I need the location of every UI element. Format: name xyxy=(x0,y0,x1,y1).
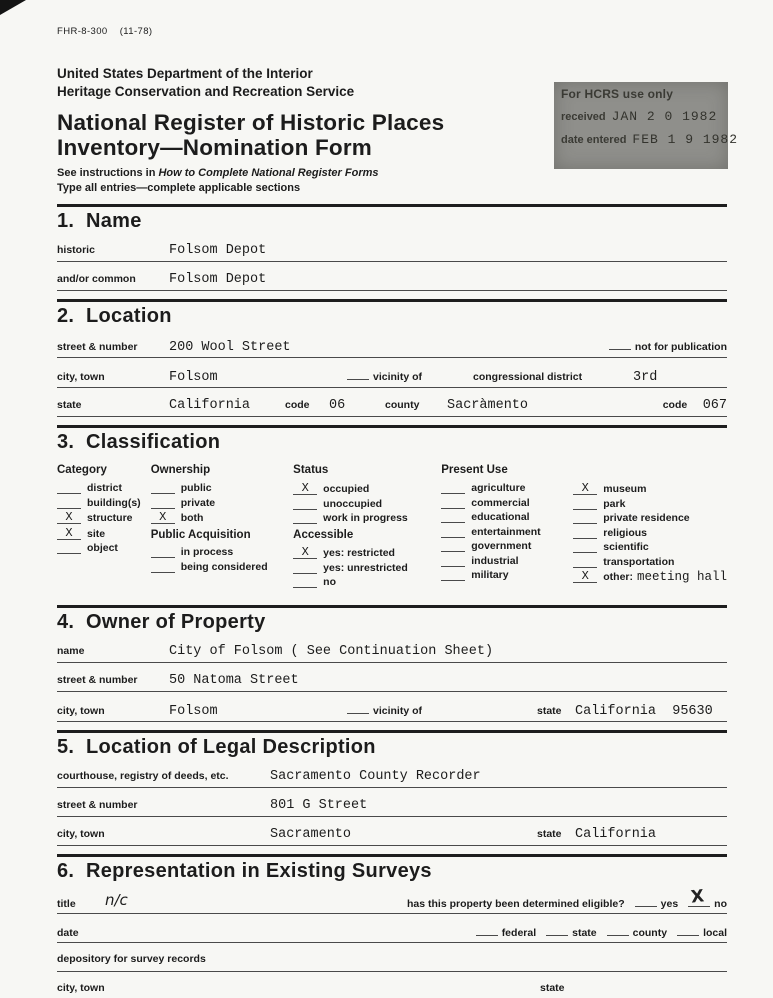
checkbox-mark xyxy=(441,555,465,567)
instructions xyxy=(57,166,727,196)
legal-state-group xyxy=(537,827,727,842)
street-label: street & number xyxy=(57,341,138,354)
state-label: state xyxy=(57,399,82,412)
present-use-header: Present Use xyxy=(441,464,508,477)
ownership-header: Ownership xyxy=(150,464,211,477)
legal-city-row xyxy=(57,827,727,846)
no-mark: X xyxy=(690,886,706,908)
survey-city-row xyxy=(57,982,727,998)
code2-label: code xyxy=(662,399,688,412)
date-entered-label: date entered xyxy=(561,134,627,146)
city-row xyxy=(57,368,727,388)
checkbox-educational: educational xyxy=(441,511,573,523)
survey-state-label: state xyxy=(540,981,565,994)
county-label: county xyxy=(385,399,420,412)
local-blank xyxy=(677,924,699,936)
form-number: FHR-8-300 (11-78) xyxy=(57,26,153,37)
checkbox-mark xyxy=(293,498,317,510)
agency-name xyxy=(57,65,727,101)
legal-state-value: California xyxy=(575,826,657,842)
section-6-heading: 6. Representation in Existing Surveys xyxy=(57,854,727,883)
legal-street-row xyxy=(57,798,727,817)
checkbox-mark xyxy=(151,546,175,558)
checkbox-entertainment: entertainment xyxy=(441,526,573,538)
checkbox-mark xyxy=(441,540,465,552)
section-3-heading: 3. Classification xyxy=(57,425,727,454)
owner-vicinity-label: vicinity of xyxy=(373,704,423,717)
checkbox-agriculture: agriculture xyxy=(441,482,573,494)
checkbox-mark xyxy=(151,497,175,509)
county-value: Sacràmento xyxy=(447,398,529,414)
eligible-no-label: no xyxy=(714,897,727,910)
form-title xyxy=(57,110,727,161)
survey-level-group xyxy=(466,924,727,939)
city-value: Folsom xyxy=(169,370,218,386)
vicinity-blank xyxy=(347,368,369,380)
checkbox-mark xyxy=(441,569,465,581)
checkbox-scientific: scientific xyxy=(573,541,727,553)
dept-line2: Heritage Conservation and Recreation Service xyxy=(57,83,355,99)
county-blank xyxy=(607,924,629,936)
checkbox-mark xyxy=(151,482,175,494)
legal-street-label: street & number xyxy=(57,798,138,811)
checkbox-buildings: building(s) xyxy=(57,497,151,509)
checkbox-commercial: commercial xyxy=(441,497,573,509)
present-use-right xyxy=(573,482,727,586)
historic-label: historic xyxy=(57,244,95,257)
owner-street-value: 50 Natoma Street xyxy=(169,672,299,688)
state-level-label: state xyxy=(572,926,597,939)
checkbox-mark: X xyxy=(57,527,81,540)
owner-street-label: street & number xyxy=(57,673,138,686)
checkbox-mark: X xyxy=(57,511,81,524)
checkbox-mark xyxy=(441,526,465,538)
common-label: and/or common xyxy=(57,273,136,286)
checkbox-object: object xyxy=(57,542,151,554)
checkbox-work-in-progress: work in progress xyxy=(293,512,441,524)
survey-title-row xyxy=(57,886,727,914)
instructions-manual-title: How to Complete National Register Forms xyxy=(158,167,379,180)
other-use-value: meeting hall xyxy=(637,570,728,585)
eligible-question: has this property been determined eligible? xyxy=(407,897,625,910)
checkbox-private-residence: private residence xyxy=(573,512,727,524)
county-level-label: county xyxy=(632,926,668,939)
checkbox-structure: X structure xyxy=(57,511,151,524)
common-name-row xyxy=(57,272,727,291)
accessible-header: Accessible xyxy=(293,529,354,542)
checkbox-private: private xyxy=(151,497,293,509)
owner-name-label: name xyxy=(57,644,85,657)
federal-blank xyxy=(476,924,498,936)
scan-corner-artifact xyxy=(0,0,26,15)
checkbox-government: government xyxy=(441,540,573,552)
owner-state-label: state xyxy=(537,704,562,717)
checkbox-other: X other: meeting hall xyxy=(573,570,727,583)
checkbox-military: military xyxy=(441,569,573,581)
checkbox-mark xyxy=(573,527,597,539)
code2-value: 067 xyxy=(702,398,727,414)
checkbox-park: park xyxy=(573,498,727,510)
instructions-line2: Type all entries—complete applicable sections xyxy=(57,182,301,195)
checkbox-mark xyxy=(293,512,317,524)
received-date-stamp: JAN 2 0 1982 xyxy=(611,109,718,124)
checkbox-mark xyxy=(293,562,317,574)
local-label: local xyxy=(703,926,727,939)
checkbox-yes-restricted: X yes: restricted xyxy=(293,546,441,559)
checkbox-mark xyxy=(573,512,597,524)
owner-city-value: Folsom xyxy=(169,703,218,719)
survey-date-row xyxy=(57,924,727,943)
title-line1: National Register of Historic Places xyxy=(57,109,445,135)
eligible-no-blank xyxy=(688,886,710,908)
checkbox-mark xyxy=(573,556,597,568)
city-label: city, town xyxy=(57,371,105,384)
street-value: 200 Wool Street xyxy=(169,340,291,356)
section-4-heading: 4. Owner of Property xyxy=(57,605,727,634)
owner-city-label: city, town xyxy=(57,704,105,717)
checkbox-public: public xyxy=(151,482,293,494)
checkbox-mark xyxy=(151,561,175,573)
checkbox-both: X both xyxy=(151,511,293,524)
legal-city-label: city, town xyxy=(57,827,105,840)
owner-name-row xyxy=(57,644,727,663)
section-2-heading: 2. Location xyxy=(57,299,727,328)
not-for-publication-label: not for publication xyxy=(634,341,727,354)
category-column xyxy=(57,464,151,591)
checkbox-site: X site xyxy=(57,527,151,540)
code-label: code xyxy=(285,399,310,412)
vicinity-label: vicinity of xyxy=(373,371,423,384)
checkbox-being-considered: being considered xyxy=(151,561,293,573)
owner-state-group xyxy=(537,704,727,719)
courthouse-row xyxy=(57,769,727,788)
checkbox-museum: X museum xyxy=(573,482,727,495)
state-value: California xyxy=(169,398,251,414)
received-label: received xyxy=(561,111,606,123)
checkbox-mark: X xyxy=(573,570,597,583)
checkbox-transportation: transportation xyxy=(573,556,727,568)
checkbox-mark xyxy=(573,541,597,553)
owner-street-row xyxy=(57,673,727,692)
checkbox-in-process: in process xyxy=(151,546,293,558)
checkbox-no: no xyxy=(293,576,441,588)
common-value: Folsom Depot xyxy=(169,272,267,288)
checkbox-district: district xyxy=(57,482,151,494)
checkbox-industrial: industrial xyxy=(441,555,573,567)
federal-label: federal xyxy=(501,926,537,939)
checkbox-mark: X xyxy=(293,546,317,559)
section-5-heading: 5. Location of Legal Description xyxy=(57,730,727,759)
present-use-subcolumns xyxy=(441,482,727,586)
status-column xyxy=(293,464,441,591)
state-blank xyxy=(546,924,568,936)
courthouse-label: courthouse, registry of deeds, etc. xyxy=(57,769,229,782)
checkbox-mark xyxy=(57,482,81,494)
status-header: Status xyxy=(293,464,329,477)
checkbox-religious: religious xyxy=(573,527,727,539)
depository-label: depository for survey records xyxy=(57,952,206,965)
congressional-district-label: congressional district xyxy=(473,371,583,384)
present-use-left xyxy=(441,482,573,586)
owner-vicinity-blank xyxy=(347,702,369,714)
checkbox-mark xyxy=(441,482,465,494)
code-value: 06 xyxy=(329,398,346,414)
dept-line1: United States Department of the Interior xyxy=(57,66,313,81)
survey-title-label: title xyxy=(57,897,76,910)
stamp-use-only: For HCRS use only xyxy=(561,87,674,101)
survey-date-label: date xyxy=(57,926,79,939)
survey-city-label: city, town xyxy=(57,981,105,994)
checkbox-mark xyxy=(57,497,81,509)
checkbox-mark: X xyxy=(293,482,317,495)
survey-title-value: n/c xyxy=(105,890,128,909)
checkbox-mark xyxy=(293,576,317,588)
checkbox-mark xyxy=(441,497,465,509)
courthouse-value: Sacramento County Recorder xyxy=(270,768,481,784)
classification-grid xyxy=(57,464,727,597)
category-header: Category xyxy=(57,464,107,477)
section-1-heading: 1. Name xyxy=(57,204,727,233)
depository-row xyxy=(57,953,727,972)
owner-city-row xyxy=(57,702,727,722)
historic-value: Folsom Depot xyxy=(169,243,267,259)
owner-name-value: City of Folsom ( See Continuation Sheet) xyxy=(169,643,494,659)
checkbox-mark xyxy=(57,542,81,554)
checkbox-mark: X xyxy=(573,482,597,495)
checkbox-mark: X xyxy=(151,511,175,524)
title-line2: Inventory—Nomination Form xyxy=(57,135,373,161)
eligible-yes-blank xyxy=(635,895,657,907)
checkbox-occupied: X occupied xyxy=(293,482,441,495)
entered-date-stamp: FEB 1 9 1982 xyxy=(632,132,739,147)
checkbox-mark xyxy=(573,498,597,510)
not-for-publication-blank xyxy=(609,338,631,350)
legal-street-value: 801 G Street xyxy=(270,797,368,813)
ownership-column xyxy=(151,464,293,591)
legal-state-label: state xyxy=(537,827,562,840)
checkbox-mark xyxy=(441,511,465,523)
checkbox-unoccupied: unoccupied xyxy=(293,498,441,510)
instructions-line1: See instructions in How to Complete National Register Forms xyxy=(57,167,379,180)
public-acquisition-header: Public Acquisition xyxy=(150,529,251,542)
eligible-yes-label: yes xyxy=(660,897,679,910)
checkbox-yes-unrestricted: yes: unrestricted xyxy=(293,562,441,574)
historic-name-row xyxy=(57,243,727,262)
owner-state-value: California 95630 xyxy=(575,703,713,719)
legal-city-value: Sacramento xyxy=(270,826,352,842)
state-row xyxy=(57,398,727,417)
street-row xyxy=(57,338,727,358)
present-use-column xyxy=(441,464,727,591)
congressional-district-value: 3rd xyxy=(633,370,658,386)
